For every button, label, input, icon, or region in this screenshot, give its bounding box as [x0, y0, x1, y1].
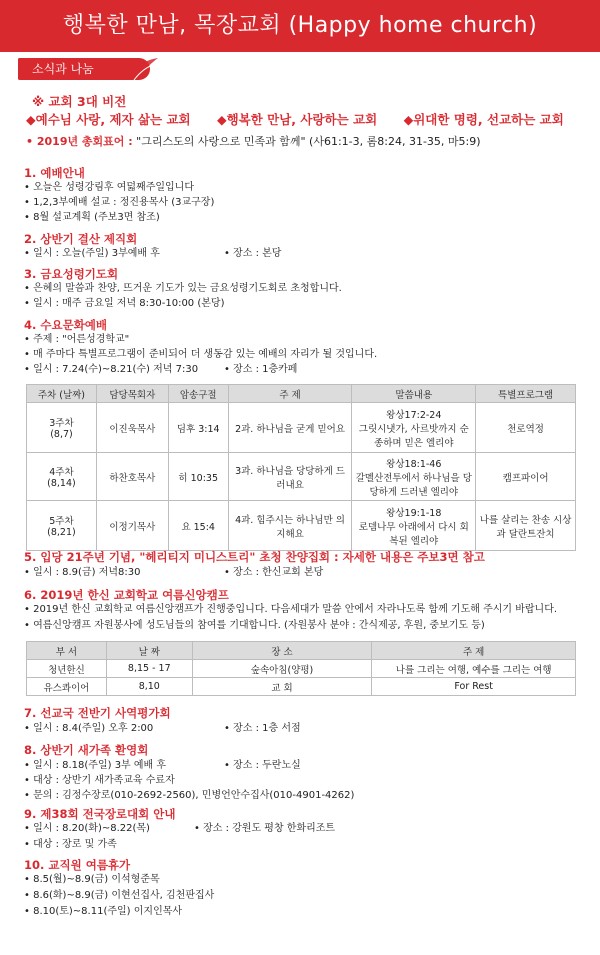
table-header-cell: 주차 (날짜)	[27, 385, 97, 403]
brush-ornament-icon	[128, 56, 160, 82]
week-label: 4주차	[49, 467, 74, 478]
vision-item: ◆예수님 사랑, 제자 삶는 교회	[26, 112, 191, 127]
table-header-cell: 부 서	[27, 642, 107, 660]
table-cell: 유스콰이어	[27, 678, 107, 696]
item-text: • 장소 : 1층 서점	[224, 723, 301, 734]
table-header-row	[27, 642, 576, 660]
item-text: • 일시 : 8.18(주일) 3부 예배 후	[24, 760, 167, 771]
item-text: • 장소 : 두란노실	[224, 760, 301, 771]
item-text: • 일시 : 8.20(화)~8.22(목)	[24, 823, 150, 834]
table-cell	[352, 403, 476, 453]
table-cell	[27, 501, 97, 551]
list-item: • 8월 설교계획 (주보3면 참조)	[24, 212, 160, 223]
table-cell: 2과. 하나님을 굳게 믿어요	[228, 403, 352, 453]
schedule-table	[26, 384, 576, 551]
vision-title: ※ 교회 3대 비전	[32, 94, 127, 109]
item-text: • 일시 : 오늘(주일) 3부예배 후	[24, 248, 160, 259]
list-item	[24, 822, 336, 836]
item-text: • 장소 : 한신교회 본당	[224, 567, 324, 578]
table-header-cell: 장 소	[192, 642, 372, 660]
vision-item: ◆위대한 명령, 선교하는 교회	[403, 112, 564, 127]
table-row	[27, 453, 576, 501]
table-header-cell: 말씀내용	[352, 385, 476, 403]
list-item	[24, 759, 301, 773]
list-item: • 문의 : 김정수장로(010-2692-2560), 민병언안수집사(010-4901-4262)	[24, 790, 355, 801]
vision-item: ◆행복한 만남, 사랑하는 교회	[216, 112, 378, 127]
table-cell: 하찬호목사	[96, 453, 168, 501]
list-item: • 일시 : 매주 금요일 저녁 8:30-10:00 (본당)	[24, 298, 225, 309]
section-title: 4. 수요문화예배	[24, 318, 108, 332]
section-title: 10. 교직원 여름휴가	[24, 858, 131, 872]
week-label: 5주차	[49, 516, 74, 527]
table-cell: 교 회	[192, 678, 372, 696]
section-title: 3. 금요성령기도회	[24, 267, 119, 281]
list-item: • 은혜의 말씀과 찬양, 뜨거운 기도가 있는 금요성령기도회로 초청합니다.	[24, 283, 342, 294]
list-item: • 주제 : "어른성경학교"	[24, 334, 130, 345]
list-item: • 8.5(월)~8.9(금) 이석형준목	[24, 874, 160, 885]
table-header-cell: 특별프로그램	[476, 385, 576, 403]
table-cell: 8,10	[106, 678, 192, 696]
table-cell: 딤후 3:14	[168, 403, 228, 453]
table-cell: 숲속아침(양평)	[192, 660, 372, 678]
table-header-cell: 암송구절	[168, 385, 228, 403]
item-text: • 일시 : 8.9(금) 저녁8:30	[24, 567, 141, 578]
table-cell: 히 10:35	[168, 453, 228, 501]
list-item	[24, 566, 324, 580]
table-cell: 8,15 - 17	[106, 660, 192, 678]
section-title: 6. 2019년 한신 교회학교 여름신앙캠프	[24, 588, 229, 602]
table-cell	[352, 501, 476, 551]
section-title: 8. 상반기 새가족 환영회	[24, 743, 149, 757]
scripture-ref: 왕상17:2-24	[386, 409, 442, 421]
list-item: • 매 주마다 특별프로그램이 준비되어 더 생동감 있는 예배의 자리가 될 것입니다.	[24, 349, 378, 360]
list-item: • 대상 : 장로 및 가족	[24, 839, 117, 850]
table-cell: 3과. 하나님을 당당하게 드러내요	[228, 453, 352, 501]
table-cell: 천로역정	[476, 403, 576, 453]
week-date: (8,7)	[50, 429, 73, 440]
list-item: • 8.6(화)~8.9(금) 이현선집사, 김천판집사	[24, 890, 215, 901]
table-cell: 4과. 힘주시는 하나님만 의지해요	[228, 501, 352, 551]
section-title: 2. 상반기 결산 제직회	[24, 232, 138, 246]
table-cell: 이정기목사	[96, 501, 168, 551]
week-date: (8,14)	[47, 478, 76, 489]
vision-list	[26, 110, 596, 128]
week-date: (8,21)	[47, 527, 76, 538]
scripture-text: 그릿시냇가, 사르밧까지 순종하며 믿은 엘리야	[358, 423, 469, 449]
table-cell: 나를 그리는 여행, 예수를 그리는 여행	[372, 660, 576, 678]
item-text: • 장소 : 1층카페	[224, 364, 298, 375]
table-header-cell: 주 제	[228, 385, 352, 403]
table-header-cell: 날 짜	[106, 642, 192, 660]
table-cell: 캠프파이어	[476, 453, 576, 501]
table-row	[27, 678, 576, 696]
table-row	[27, 403, 576, 453]
section-tag-label: 소식과 나눔	[32, 62, 94, 76]
list-item	[24, 247, 282, 261]
camp-table	[26, 641, 576, 696]
list-item	[24, 722, 301, 736]
motto-text: "그리스도의 사랑으로 민족과 함께" (사61:1-3, 롬8:24, 31-35, 마5:9)	[136, 135, 481, 148]
table-cell	[352, 453, 476, 501]
list-item: • 2019년 한신 교회학교 여름신앙캠프가 진행중입니다. 다음세대가 말씀 안에서 자라나도록 함께 기도해 주시기 바랍니다.	[24, 604, 558, 615]
scripture-text: 로뎀나무 아래에서 다시 회복된 엘리야	[358, 521, 469, 547]
week-label: 3주차	[49, 418, 74, 429]
scripture-ref: 왕상18:1-46	[386, 458, 442, 470]
scripture-text: 갈멜산전투에서 하나님을 당당하게 드러낸 엘리야	[355, 472, 472, 498]
motto-label: • 2019년 총회표어 :	[26, 135, 133, 148]
table-cell	[27, 453, 97, 501]
page-title: 행복한 만남, 목장교회 (Happy home church)	[62, 13, 538, 38]
table-cell: 나를 살리는 찬송 시상과 달란트잔치	[476, 501, 576, 551]
item-text: • 장소 : 본당	[224, 248, 282, 259]
table-header-row	[27, 385, 576, 403]
section-title: 1. 예배안내	[24, 166, 85, 180]
section-title: 9. 제38회 전국장로대회 안내	[24, 807, 176, 821]
table-cell: For Rest	[372, 678, 576, 696]
list-item: • 8.10(토)~8.11(주일) 이지인목사	[24, 906, 183, 917]
section-title: 5. 입당 21주년 기념, "헤리티지 미니스트리" 초청 찬양집회 : 자세한 내용은 주보3면 참고	[24, 550, 485, 564]
section-title: 7. 선교국 전반기 사역평가회	[24, 706, 171, 720]
table-cell: 청년한신	[27, 660, 107, 678]
list-item: • 1,2,3부예배 설교 : 정진용목사 (3교구장)	[24, 197, 215, 208]
table-row	[27, 660, 576, 678]
list-item	[24, 363, 298, 377]
item-text: • 일시 : 8.4(주일) 오후 2:00	[24, 723, 154, 734]
motto	[26, 133, 481, 149]
table-header-cell: 담당목회자	[96, 385, 168, 403]
list-item: • 대상 : 상반기 새가족교육 수료자	[24, 775, 175, 786]
list-item: • 여름신앙캠프 자원봉사에 성도님들의 참여를 기대합니다. (자원봉사 분야 : 간식제공, 후원, 중보기도 등)	[24, 620, 485, 631]
item-text: • 일시 : 7.24(수)~8.21(수) 저녁 7:30	[24, 364, 199, 375]
table-cell	[27, 403, 97, 453]
table-cell: 이진욱목사	[96, 403, 168, 453]
scripture-ref: 왕상19:1-18	[386, 507, 442, 519]
list-item: • 오늘은 성령강림후 여덟째주일입니다	[24, 182, 194, 193]
table-row	[27, 501, 576, 551]
table-header-cell: 주 제	[372, 642, 576, 660]
item-text: • 장소 : 강원도 평창 한화리조트	[194, 823, 336, 834]
page-header	[0, 0, 600, 52]
table-cell: 요 15:4	[168, 501, 228, 551]
